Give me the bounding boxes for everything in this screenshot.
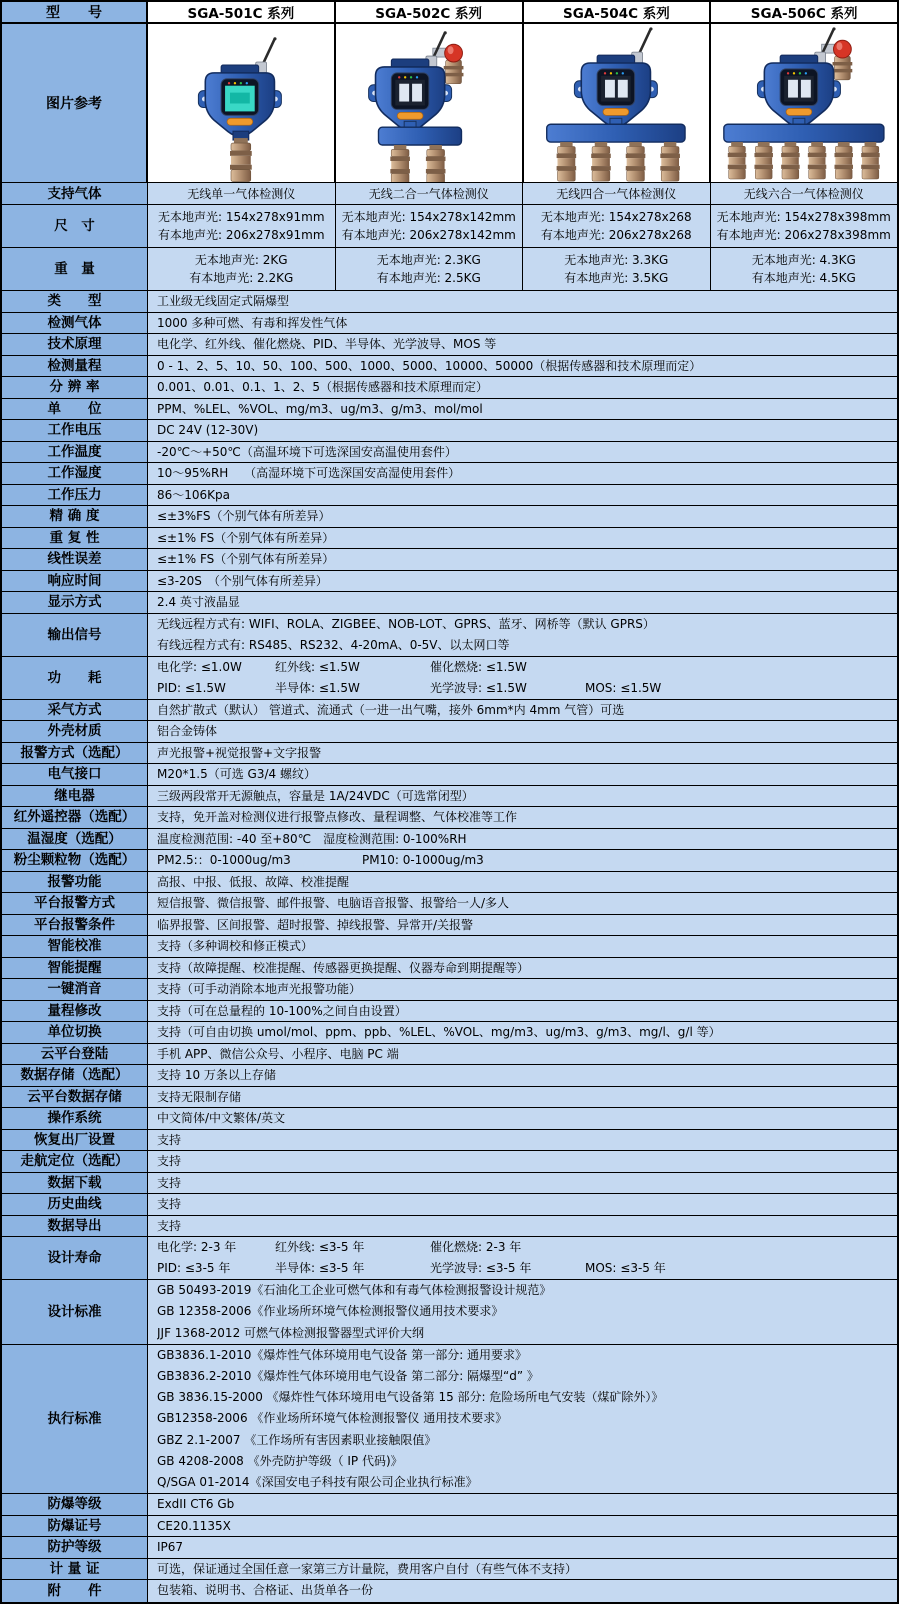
row-label: 附 件 xyxy=(2,1580,148,1602)
spec-value-area xyxy=(148,1280,897,1344)
spec-row-4 xyxy=(2,313,897,335)
spec-value: 无本地声光: 4.3KG xyxy=(751,252,856,267)
spec-value-area xyxy=(148,915,897,936)
model-header-sga-502c: SGA-502C 系列 xyxy=(336,2,524,22)
spec-value: PM2.5:：0-1000ug/m3 xyxy=(157,853,291,867)
spec-value-area xyxy=(148,872,897,893)
spec-value: GB 50493-2019《石油化工企业可燃气体和有毒气体检测报警设计规范》 xyxy=(157,1283,552,1298)
spec-value-area xyxy=(148,893,897,914)
spec-row-12 xyxy=(2,485,897,507)
spec-row-37 xyxy=(2,1065,897,1087)
spec-value: 支持 xyxy=(157,1154,182,1168)
spec-value: MOS: ≤1.5W xyxy=(585,680,662,695)
spec-value: PM10: 0-1000ug/m3 xyxy=(362,853,484,867)
row-label: 显示方式 xyxy=(2,592,148,613)
spec-value-area xyxy=(148,958,897,979)
spec-value: PID: ≤1.5W xyxy=(157,680,226,695)
row-label: 电气接口 xyxy=(2,764,148,785)
spec-value: IP67 xyxy=(157,1540,184,1554)
spec-value: ≤±1% FS（个别气体有所差异） xyxy=(157,530,335,545)
spec-cell xyxy=(523,183,711,204)
spec-row-33 xyxy=(2,979,897,1001)
spec-value: 红外线: ≤3-5 年 xyxy=(275,1240,365,1254)
row-label: 继电器 xyxy=(2,786,148,807)
spec-row-28 xyxy=(2,872,897,894)
spec-value: 10～95%RH （高湿环境下可选深国安高湿使用套件） xyxy=(157,466,461,480)
spec-row-7 xyxy=(2,377,897,399)
row-label: 工作压力 xyxy=(2,485,148,506)
spec-row-41 xyxy=(2,1151,897,1173)
spec-value: ExdII CT6 Gb xyxy=(157,1497,235,1511)
spec-value-area xyxy=(148,979,897,1000)
row-label: 重 复 性 xyxy=(2,528,148,549)
spec-cell xyxy=(711,183,898,204)
spec-value-area xyxy=(148,1237,897,1279)
spec-row-39 xyxy=(2,1108,897,1130)
spec-value-area xyxy=(148,313,897,334)
spec-cell xyxy=(336,248,524,290)
spec-value-area xyxy=(148,850,897,871)
spec-value-area xyxy=(148,291,897,312)
spec-value-area xyxy=(148,614,897,656)
row-label: 红外遥控器（选配） xyxy=(2,807,148,828)
spec-value: 1000 多种可燃、有毒和挥发性气体 xyxy=(157,315,348,330)
row-label: 防爆证号 xyxy=(2,1516,148,1537)
spec-value-line xyxy=(157,1237,897,1258)
spec-value: 有本地声光: 206x278x398mm xyxy=(716,228,891,243)
row-label: 线性误差 xyxy=(2,549,148,570)
spec-value: 铝合金铸体 xyxy=(157,724,218,738)
header-row xyxy=(2,2,897,24)
spec-value-area xyxy=(148,399,897,420)
spec-value: 催化燃烧: 2-3 年 xyxy=(430,1240,522,1254)
spec-value: 催化燃烧: ≤1.5W xyxy=(430,659,527,674)
spec-value-area xyxy=(148,356,897,377)
spec-value: 无线二合一气体检测仪 xyxy=(368,186,489,201)
spec-value-area xyxy=(148,1022,897,1043)
row-label: 工作电压 xyxy=(2,420,148,441)
spec-value: 支持（故障提醒、校准提醒、传感器更换提醒、仪器寿命到期提醒等） xyxy=(157,960,530,975)
spec-row-10 xyxy=(2,442,897,464)
spec-row-20 xyxy=(2,700,897,722)
spec-value-line xyxy=(157,678,897,699)
spec-value: 86～106Kpa xyxy=(157,487,231,502)
spec-value-area xyxy=(148,334,897,355)
spec-value: 无本地声光: 154x278x91mm xyxy=(157,209,325,224)
spec-value: 中文简体/中文繁体/英文 xyxy=(157,1111,286,1125)
spec-value: 半导体: ≤3-5 年 xyxy=(275,1261,365,1275)
spec-value: 无线远程方式有: WIFI、ROLA、ZIGBEE、NOB-LOT、GPRS、蓝牙、网桥等（默认 GPRS） xyxy=(157,616,655,631)
spec-value-area xyxy=(148,1151,897,1172)
model-header-sga-506c: SGA-506C 系列 xyxy=(711,2,897,22)
spec-value: 有本地声光: 2.5KG xyxy=(376,271,481,286)
row-label: 响应时间 xyxy=(2,571,148,592)
spec-value-area xyxy=(148,571,897,592)
spec-value: 支持，免开盖对检测仪进行报警点修改、量程调整、气体校准等工作 xyxy=(157,810,518,824)
row-label: 粉尘颗粒物（选配） xyxy=(2,850,148,871)
spec-value: 光学波导: ≤3-5 年 xyxy=(430,1261,532,1275)
spec-cell xyxy=(336,205,524,247)
row-label: 设计标准 xyxy=(2,1280,148,1344)
row-label: 支持气体 xyxy=(2,183,148,204)
spec-row-13 xyxy=(2,506,897,528)
spec-value: 无线单一气体检测仪 xyxy=(187,186,296,201)
row-label: 量程修改 xyxy=(2,1001,148,1022)
spec-row-19 xyxy=(2,657,897,700)
spec-value-area xyxy=(148,1001,897,1022)
spec-value: 有本地声光: 206x278x91mm xyxy=(157,228,325,243)
spec-row-49 xyxy=(2,1516,897,1538)
spec-row-2 xyxy=(2,248,897,291)
row-label: 历史曲线 xyxy=(2,1194,148,1215)
spec-row-23 xyxy=(2,764,897,786)
spec-value-area xyxy=(148,485,897,506)
spec-value-line xyxy=(157,850,897,871)
spec-cell xyxy=(148,205,336,247)
spec-row-21 xyxy=(2,721,897,743)
spec-value: ≤3-20S （个别气体有所差异） xyxy=(157,573,328,588)
row-label: 技术原理 xyxy=(2,334,148,355)
row-label: 功 耗 xyxy=(2,657,148,699)
spec-value-area xyxy=(148,1044,897,1065)
spec-value-area xyxy=(148,1108,897,1129)
spec-value: 无本地声光: 154x278x268 xyxy=(540,209,692,224)
spec-value-area xyxy=(148,1559,897,1580)
spec-row-25 xyxy=(2,807,897,829)
spec-value-area xyxy=(148,1494,897,1515)
row-label: 设计寿命 xyxy=(2,1237,148,1279)
spec-value-area xyxy=(148,829,897,850)
spec-value: 支持 xyxy=(157,1218,182,1233)
row-label: 防护等级 xyxy=(2,1537,148,1558)
spec-value: MOS: ≤3-5 年 xyxy=(585,1261,666,1275)
row-label: 计 量 证 xyxy=(2,1559,148,1580)
spec-value: 支持 xyxy=(157,1132,182,1147)
spec-value-area xyxy=(148,1516,897,1537)
image-cell-504c xyxy=(524,24,712,182)
spec-row-50 xyxy=(2,1537,897,1559)
spec-value: 无本地声光: 2.3KG xyxy=(376,252,481,267)
spec-row-29 xyxy=(2,893,897,915)
spec-value: 手机 APP、微信公众号、小程序、电脑 PC 端 xyxy=(157,1046,399,1061)
row-label: 类 型 xyxy=(2,291,148,312)
row-label: 精 确 度 xyxy=(2,506,148,527)
spec-row-22 xyxy=(2,743,897,765)
spec-row-35 xyxy=(2,1022,897,1044)
spec-value: 有本地声光: 2.2KG xyxy=(189,271,294,286)
spec-row-6 xyxy=(2,356,897,378)
spec-value: JJF 1368-2012 可燃气体检测报警器型式评价大纲 xyxy=(157,1325,425,1340)
spec-value-area xyxy=(148,657,897,699)
spec-value: 2.4 英寸液晶显 xyxy=(157,595,240,609)
row-label: 数据存储（选配） xyxy=(2,1065,148,1086)
model-header-sga-501c: SGA-501C 系列 xyxy=(148,2,336,22)
spec-value-area xyxy=(148,1216,897,1237)
spec-value: 三级两段常开无源触点，容量是 1A/24VDC（可选常闭型） xyxy=(157,788,474,803)
spec-value-area xyxy=(148,442,897,463)
row-label: 重 量 xyxy=(2,248,148,290)
spec-value-area xyxy=(148,721,897,742)
spec-cell xyxy=(523,205,711,247)
spec-value: 临界报警、区间报警、超时报警、掉线报警、异常开/关报警 xyxy=(157,917,474,932)
row-label: 单 位 xyxy=(2,399,148,420)
spec-value: 红外线: ≤1.5W xyxy=(275,659,360,674)
spec-row-45 xyxy=(2,1237,897,1280)
spec-row-43 xyxy=(2,1194,897,1216)
spec-cell xyxy=(336,183,524,204)
spec-value: GB 12358-2006《作业场所环境气体检测报警仪通用技术要求》 xyxy=(157,1304,504,1319)
spec-row-15 xyxy=(2,549,897,571)
spec-value: PID: ≤3-5 年 xyxy=(157,1261,231,1275)
spec-value-area xyxy=(148,1173,897,1194)
spec-row-17 xyxy=(2,592,897,614)
row-label: 尺 寸 xyxy=(2,205,148,247)
spec-value: 支持（多种调校和修正模式） xyxy=(157,939,314,953)
spec-cell xyxy=(148,248,336,290)
spec-row-38 xyxy=(2,1087,897,1109)
spec-value-area xyxy=(148,807,897,828)
spec-value-area xyxy=(148,506,897,527)
row-label: 温湿度（选配） xyxy=(2,829,148,850)
row-label: 执行标准 xyxy=(2,1345,148,1493)
sga-502c-product-image xyxy=(336,24,522,182)
spec-cell xyxy=(148,183,336,204)
spec-value: 工业级无线固定式隔爆型 xyxy=(157,294,290,308)
spec-row-9 xyxy=(2,420,897,442)
spec-value: GB 4208-2008 《外壳防护等级（ IP 代码)》 xyxy=(157,1453,403,1468)
spec-row-16 xyxy=(2,571,897,593)
spec-value-line xyxy=(157,657,897,678)
row-label: 智能提醒 xyxy=(2,958,148,979)
spec-value-area xyxy=(148,1537,897,1558)
spec-row-11 xyxy=(2,463,897,485)
spec-value: 半导体: ≤1.5W xyxy=(275,680,360,695)
row-label: 工作湿度 xyxy=(2,463,148,484)
spec-value: GB3836.2-2010《爆炸性气体环境用电气设备 第二部分: 隔爆型“d” 》 xyxy=(157,1369,539,1384)
row-label: 报警方式（选配） xyxy=(2,743,148,764)
row-label: 平台报警方式 xyxy=(2,893,148,914)
spec-row-42 xyxy=(2,1173,897,1195)
spec-row-8 xyxy=(2,399,897,421)
row-label: 工作温度 xyxy=(2,442,148,463)
spec-value: 支持 xyxy=(157,1197,182,1211)
spec-value: DC 24V (12-30V) xyxy=(157,423,259,437)
spec-value: 电化学: 2-3 年 xyxy=(157,1240,237,1254)
row-label: 单位切换 xyxy=(2,1022,148,1043)
row-label: 恢复出厂设置 xyxy=(2,1130,148,1151)
spec-cell xyxy=(523,248,711,290)
spec-row-34 xyxy=(2,1001,897,1023)
spec-value: GB 3836.15-2000 《爆炸性气体环境用电气设备第 15 部分: 危险场所电气安装（煤矿除外）》 xyxy=(157,1390,664,1405)
spec-value-area xyxy=(148,700,897,721)
sga-501c-product-image xyxy=(148,24,334,182)
spec-value: 无线四合一气体检测仪 xyxy=(556,186,677,201)
spec-value: 无本地声光: 154x278x398mm xyxy=(716,209,891,224)
spec-value: 自然扩散式（默认） 管道式、流通式（一进一出气嘴，接外 6mm*内 4mm 气管）可选 xyxy=(157,702,625,717)
spec-value: 无本地声光: 3.3KG xyxy=(564,252,669,267)
row-label: 输出信号 xyxy=(2,614,148,656)
spec-row-48 xyxy=(2,1494,897,1516)
spec-value-area xyxy=(148,1087,897,1108)
spec-value: 短信报警、微信报警、邮件报警、电脑语音报警、报警给一人/多人 xyxy=(157,896,510,910)
spec-value-area xyxy=(148,592,897,613)
spec-value: 声光报警+视觉报警+文字报警 xyxy=(157,745,322,760)
spec-row-51 xyxy=(2,1559,897,1581)
row-label: 检测气体 xyxy=(2,313,148,334)
spec-row-52 xyxy=(2,1580,897,1602)
row-label: 报警功能 xyxy=(2,872,148,893)
spec-value: 高报、中报、低报、故障、校准提醒 xyxy=(157,874,350,889)
spec-value: 无本地声光: 2KG xyxy=(194,252,288,267)
spec-value-area xyxy=(148,743,897,764)
spec-value-area xyxy=(148,764,897,785)
row-label: 智能校准 xyxy=(2,936,148,957)
spec-value-area xyxy=(148,1130,897,1151)
spec-row-40 xyxy=(2,1130,897,1152)
row-label: 外壳材质 xyxy=(2,721,148,742)
spec-value-area xyxy=(148,1065,897,1086)
spec-row-5 xyxy=(2,334,897,356)
row-label: 操作系统 xyxy=(2,1108,148,1129)
image-row-label: 图片参考 xyxy=(2,24,148,182)
row-label: 走航定位（选配） xyxy=(2,1151,148,1172)
spec-value: PPM、%LEL、%VOL、mg/m3、ug/m3、g/m3、mol/mol xyxy=(157,401,483,416)
spec-value-area xyxy=(148,786,897,807)
row-label: 分 辨 率 xyxy=(2,377,148,398)
spec-value: CE20.1135X xyxy=(157,1518,231,1533)
spec-value: ≤±1% FS（个别气体有所差异） xyxy=(157,552,335,566)
spec-value: 可选，保证通过全国任意一家第三方计量院，费用客户自付（有些气体不支持） xyxy=(157,1561,578,1576)
spec-value: GBZ 2.1-2007 《工作场所有害因素职业接触限值》 xyxy=(157,1432,437,1447)
sga-504c-product-image xyxy=(524,24,710,182)
row-label: 采气方式 xyxy=(2,700,148,721)
image-row xyxy=(2,24,897,183)
sga-506c-product-image xyxy=(711,24,897,182)
image-cell-501c xyxy=(148,24,336,182)
spec-row-32 xyxy=(2,958,897,980)
spec-value-area xyxy=(148,1580,897,1602)
spec-value: 支持 xyxy=(157,1175,182,1190)
spec-value: 0 - 1、2、5、10、50、100、500、1000、5000、10000、50000（根据传感器和技术原理而定） xyxy=(157,358,702,373)
spec-value: GB3836.1-2010《爆炸性气体环境用电气设备 第一部分: 通用要求》 xyxy=(157,1348,528,1362)
spec-row-14 xyxy=(2,528,897,550)
spec-value-area xyxy=(148,1194,897,1215)
spec-value: M20*1.5（可选 G3/4 螺纹） xyxy=(157,767,316,781)
spec-value: 有本地声光: 206x278x268 xyxy=(540,228,692,243)
row-label: 云平台数据存储 xyxy=(2,1087,148,1108)
image-cell-502c xyxy=(336,24,524,182)
spec-row-47 xyxy=(2,1345,897,1494)
spec-row-24 xyxy=(2,786,897,808)
spec-value: 支持（可手动消除本地声光报警功能） xyxy=(157,982,362,996)
row-label: 检测量程 xyxy=(2,356,148,377)
spec-row-30 xyxy=(2,915,897,937)
spec-value-area xyxy=(148,420,897,441)
spec-row-36 xyxy=(2,1044,897,1066)
spec-value-area xyxy=(148,528,897,549)
spec-value: 无本地声光: 154x278x142mm xyxy=(341,209,516,224)
spec-row-0 xyxy=(2,183,897,205)
spec-row-27 xyxy=(2,850,897,872)
row-label: 平台报警条件 xyxy=(2,915,148,936)
spec-value: 有本地声光: 206x278x142mm xyxy=(341,228,516,243)
row-label: 云平台登陆 xyxy=(2,1044,148,1065)
row-label: 数据导出 xyxy=(2,1216,148,1237)
spec-value: 无线六合一气体检测仪 xyxy=(743,186,864,201)
row-label: 一键消音 xyxy=(2,979,148,1000)
spec-row-44 xyxy=(2,1216,897,1238)
spec-value: 光学波导: ≤1.5W xyxy=(430,680,527,695)
spec-value: -20℃～+50℃（高温环境下可选深国安高温使用套件） xyxy=(157,444,457,459)
spec-value-area xyxy=(148,377,897,398)
spec-value: 包装箱、说明书、合格证、出货单各一份 xyxy=(157,1583,374,1598)
spec-value: 支持（可在总量程的 10-100%之间自由设置） xyxy=(157,1003,407,1018)
spec-value: Q/SGA 01-2014《深国安电子科技有限公司企业执行标准》 xyxy=(157,1474,478,1489)
spec-row-46 xyxy=(2,1280,897,1345)
spec-value-line xyxy=(157,1258,897,1279)
spec-row-18 xyxy=(2,614,897,657)
spec-value: 0.001、0.01、0.1、1、2、5（根据传感器和技术原理而定） xyxy=(157,380,489,394)
spec-value-area xyxy=(148,549,897,570)
spec-value: 支持 10 万条以上存储 xyxy=(157,1068,276,1082)
spec-value: 有本地声光: 4.5KG xyxy=(751,271,856,286)
spec-row-31 xyxy=(2,936,897,958)
spec-value: 电化学: ≤1.0W xyxy=(157,659,242,674)
spec-row-3 xyxy=(2,291,897,313)
spec-value: 温度检测范围: -40 至+80℃ 湿度检测范围: 0-100%RH xyxy=(157,831,467,846)
model-header-sga-504c: SGA-504C 系列 xyxy=(524,2,712,22)
spec-value-area xyxy=(148,936,897,957)
spec-value: 有线远程方式有: RS485、RS232、4-20mA、0-5V、以太网口等 xyxy=(157,637,510,652)
spec-value: GB12358-2006 《作业场所环境气体检测报警仪 通用技术要求》 xyxy=(157,1411,508,1426)
row-label: 数据下载 xyxy=(2,1173,148,1194)
spec-cell xyxy=(711,205,898,247)
spec-value-area xyxy=(148,463,897,484)
spec-cell xyxy=(711,248,898,290)
spec-value: 电化学、红外线、催化燃烧、PID、半导体、光学波导、MOS 等 xyxy=(157,337,497,351)
spec-row-26 xyxy=(2,829,897,851)
row-label: 防爆等级 xyxy=(2,1494,148,1515)
image-cell-506c xyxy=(711,24,897,182)
spec-row-1 xyxy=(2,205,897,248)
spec-value: 支持无限制存储 xyxy=(157,1089,242,1104)
spec-value: 有本地声光: 3.5KG xyxy=(564,271,669,286)
header-label: 型 号 xyxy=(2,2,148,22)
spec-value: 支持（可自由切换 umol/mol、ppm、ppb、%LEL、%VOL、mg/m3、ug/m3、g/m3、mg/l、g/l 等） xyxy=(157,1025,721,1039)
spec-value-area xyxy=(148,1345,897,1493)
spec-value: ≤±3%FS（个别气体有所差异） xyxy=(157,509,331,523)
